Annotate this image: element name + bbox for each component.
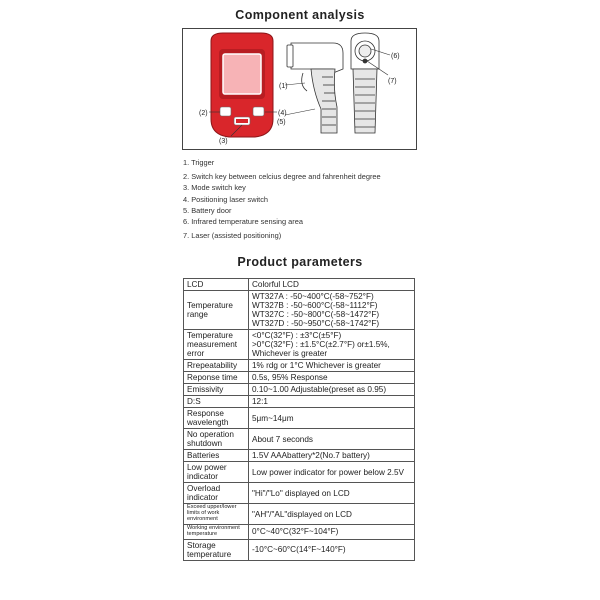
- param-value: [249, 504, 415, 525]
- param-row: [184, 279, 415, 291]
- param-label: Temperature range: [184, 291, 249, 330]
- param-label: Response wavelength: [184, 408, 249, 429]
- param-value-line: 0.10~1.00 Adjustable(preset as 0.95): [252, 385, 387, 395]
- param-value-line: 1% rdg or 1°C Whichever is greater: [252, 361, 381, 371]
- param-row: [184, 483, 415, 504]
- param-value: [249, 462, 415, 483]
- component-analysis-title: Component analysis: [235, 8, 365, 22]
- parameters-table: [183, 278, 415, 561]
- param-value-line: About 7 seconds: [252, 434, 313, 444]
- param-value-line: Whichever is greater: [252, 349, 328, 359]
- param-row: [184, 372, 415, 384]
- callout-6: (6): [391, 53, 400, 60]
- param-label: Batteries: [184, 450, 249, 462]
- param-value-line: >0°C(32°F) : ±1.5°C(±2.7°F) or±1.5%,: [252, 340, 390, 350]
- param-value-line: WT327C : -50~800°C(-58~1472°F): [252, 310, 380, 320]
- param-row: [184, 524, 415, 539]
- param-value: [249, 483, 415, 504]
- param-row: [184, 462, 415, 483]
- param-value: [249, 279, 415, 291]
- callout-3: (3): [219, 138, 228, 145]
- param-value-line: 0°C~40°C(32°F~104°F): [252, 527, 339, 537]
- param-value: [249, 450, 415, 462]
- param-value-line: 12:1: [252, 397, 268, 407]
- param-value-line: WT327D : -50~950°C(-58~1742°F): [252, 319, 380, 329]
- param-label: Working environment temperature: [184, 524, 249, 539]
- param-value: [249, 291, 415, 330]
- param-label: Overload indicator: [184, 483, 249, 504]
- param-value-line: "Hi"/"Lo" displayed on LCD: [252, 488, 350, 498]
- param-value-line: 1.5V AAAbattery*2(No.7 battery): [252, 451, 370, 461]
- param-value-line: Colorful LCD: [252, 280, 299, 289]
- param-row: [184, 291, 415, 330]
- callout-2: (2): [199, 110, 208, 117]
- param-value-line: 5μm~14μm: [252, 413, 294, 423]
- param-value-line: <0°C(32°F) : ±3°C(±5°F): [252, 331, 342, 341]
- param-value-line: Low power indicator for power below 2.5V: [252, 467, 405, 477]
- param-value: [249, 384, 415, 396]
- param-value-line: -10°C~60°C(14°F~140°F): [252, 545, 346, 555]
- param-label: Rrepeatability: [184, 360, 249, 372]
- param-value: [249, 372, 415, 384]
- param-value: [249, 539, 415, 560]
- legend-item: 3. Mode switch key: [183, 183, 246, 192]
- param-label: Emissivity: [184, 384, 249, 396]
- product-parameters-title: Product parameters: [237, 255, 363, 269]
- param-row: [184, 360, 415, 372]
- component-diagram: [182, 28, 417, 150]
- param-row: [184, 539, 415, 560]
- param-value: [249, 360, 415, 372]
- param-value-line: WT327B : -50~600°C(-58~1112°F): [252, 301, 378, 311]
- param-label: Reponse time: [184, 372, 249, 384]
- param-row: [184, 450, 415, 462]
- legend-item: 1. Trigger: [183, 158, 215, 167]
- param-label: Low power indicator: [184, 462, 249, 483]
- param-label: Storage temperature: [184, 539, 249, 560]
- callout-5: (5): [277, 119, 286, 126]
- legend-item: 7. Laser (assisted positioning): [183, 231, 282, 240]
- callout-7: (7): [388, 78, 397, 85]
- param-value: [249, 330, 415, 360]
- param-row: [184, 396, 415, 408]
- legend-item: 6. Infrared temperature sensing area: [183, 217, 303, 226]
- device-illustration: [183, 29, 418, 151]
- param-row: [184, 429, 415, 450]
- param-value: [249, 408, 415, 429]
- device-front-view: [211, 33, 273, 137]
- param-label: No operation shutdown: [184, 429, 249, 450]
- param-value-line: "AH"/"AL"displayed on LCD: [252, 509, 352, 519]
- device-side-view: [287, 43, 343, 133]
- param-row: [184, 408, 415, 429]
- param-label: D:S: [184, 396, 249, 408]
- param-row: [184, 384, 415, 396]
- param-row: [184, 330, 415, 360]
- param-value: [249, 524, 415, 539]
- param-label: LCD: [184, 279, 249, 291]
- param-row: [184, 504, 415, 525]
- param-value-line: 0.5s, 95% Response: [252, 373, 328, 383]
- param-value: [249, 429, 415, 450]
- legend-item: 5. Battery door: [183, 206, 232, 215]
- legend-item: 4. Positioning laser switch: [183, 195, 269, 204]
- callout-1: (1): [279, 83, 288, 90]
- param-value: [249, 396, 415, 408]
- callout-4: (4): [278, 110, 287, 117]
- device-back-view: [351, 33, 379, 133]
- param-value-line: WT327A : -50~400°C(-58~752°F): [252, 292, 374, 302]
- param-label: Temperature measurement error: [184, 330, 249, 360]
- param-label: Exceed upper/lower limits of work environment: [184, 504, 249, 525]
- legend-item: 2. Switch key between celcius degree and fahrenheit degree: [183, 172, 381, 181]
